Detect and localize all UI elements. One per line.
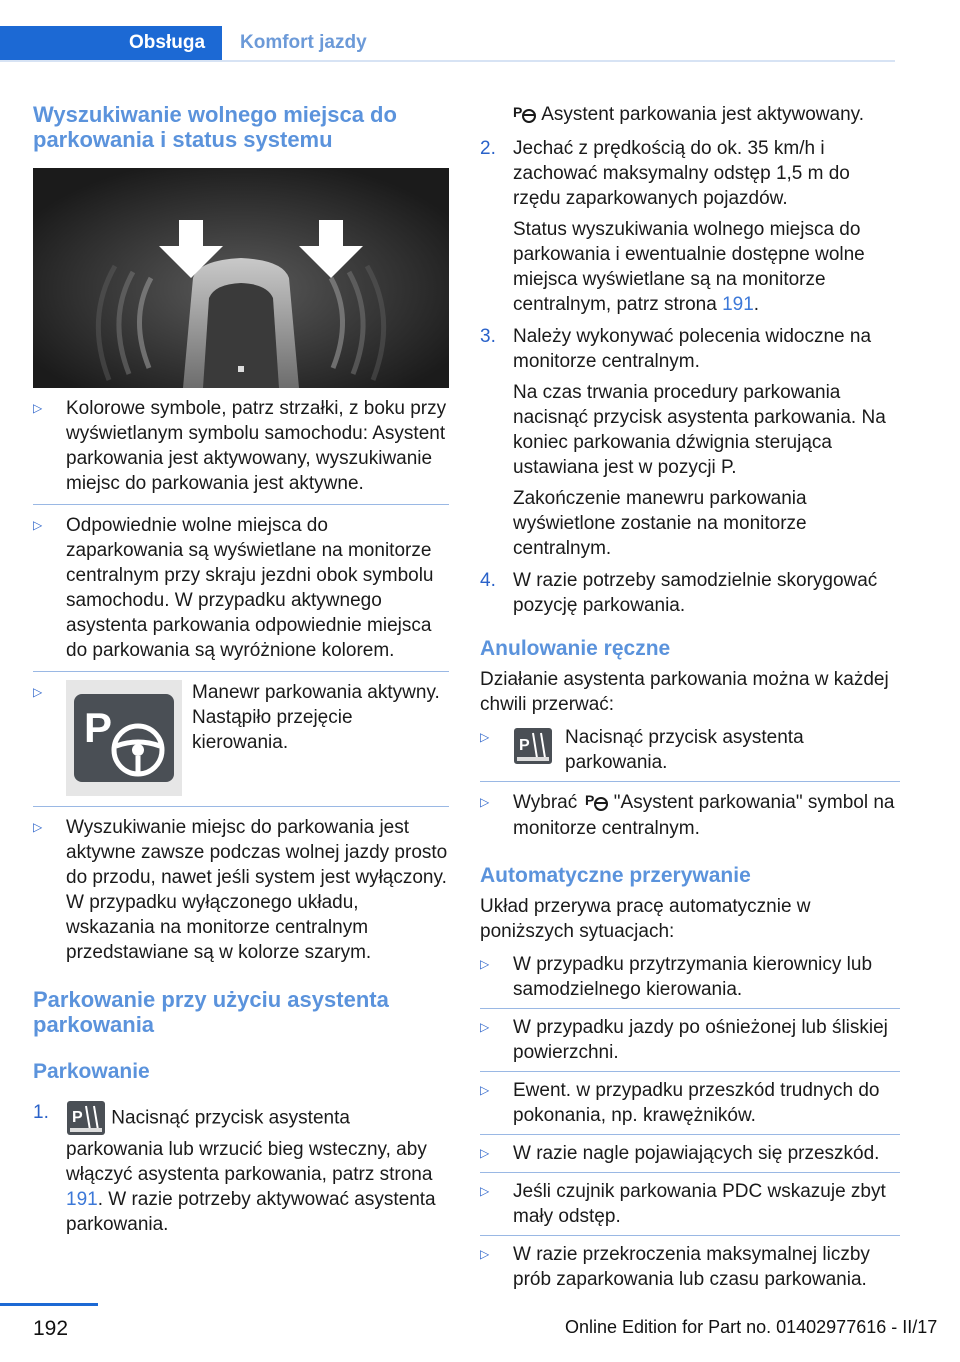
- right-column: [480, 102, 900, 1292]
- auto-intro: Układ przerywa pracę automatycznie w poniższych sytuacjach:: [480, 896, 811, 942]
- svg-text:P: P: [513, 104, 523, 120]
- list-item: ▷ Odpowiednie wolne miejsca do zaparkowania są wyświetlane na monitorze centralnym przy skraju jezdni obok symbolu samochodu. W przypadku aktywnego asystenta parkowania odpowiednie miejsca do parkowania są wyróżnione kolorem.: [33, 515, 434, 661]
- divider: [480, 1008, 900, 1009]
- list-item: ▷ P Manewr parkowania aktywny. Nastąpiło przejęcie kierowania.: [33, 680, 449, 798]
- cancel-bullet-list: [480, 725, 900, 841]
- list-item: ▷ P Nacisnąć przycisk asystenta parkowania.: [480, 727, 804, 773]
- section-title-parking: Parkowanie przy użyciu asystenta parkowania: [33, 987, 389, 1037]
- page-link-191[interactable]: 191: [722, 294, 754, 315]
- list-item: ▷ Wybrać P "Asystent parkowania" symbol na monitorze centralnym.: [480, 792, 895, 839]
- divider: [33, 671, 449, 672]
- tab-komfort-jazdy[interactable]: [222, 26, 895, 60]
- triangle-bullet-icon: ▷: [480, 1146, 490, 1160]
- list-item: ▷ W przypadku przytrzymania kierownicy lub samodzielnego kierowania.: [480, 954, 873, 1000]
- list-item: ▷ Wyszukiwanie miejsc do parkowania jest aktywne zawsze podczas wolnej jazdy prosto do przodu, nawet jeśli system jest wyłączony. W przypadku wyłączonego układu, wskazania na monitorze centralnym przedstawiane są w kolorze szarym.: [33, 817, 448, 963]
- divider: [33, 806, 449, 807]
- list-item: ▷ W przypadku jazdy po ośnieżonej lub śliskiej powierzchni.: [480, 1017, 888, 1063]
- subsection-title-parkowanie: Parkowanie: [33, 1060, 150, 1083]
- tab-obsluga-label: Obsługa: [129, 32, 206, 53]
- divider: [480, 1235, 900, 1236]
- status-line: P Asystent parkowania jest aktywowany.: [480, 102, 900, 128]
- status-bullet-list: [33, 396, 449, 965]
- header-rule: [0, 60, 895, 62]
- header-tabs: [0, 0, 895, 62]
- step-item-1: 1. P Nacisnąć przycisk asystenta parkowania lub wrzucić bieg wsteczny, aby włączyć asystenta parkowania, patrz strona 191. W razie potrzeby aktywować asystenta parkowania.: [33, 1102, 436, 1235]
- list-item: ▷ Ewent. w przypadku przeszkód trudnych do pokonania, np. krawężników.: [480, 1080, 880, 1126]
- list-item: ▷ Kolorowe symbole, patrz strzałki, z boku przy wyświetlanym symbolu samochodu: Asystent parkowania jest aktywowany, wyszukiwanie miejsc do parkowania jest aktywne.: [33, 398, 447, 494]
- triangle-bullet-icon: ▷: [480, 795, 490, 809]
- footer-accent-bar: [0, 1303, 98, 1306]
- page-number: 192: [33, 1317, 69, 1340]
- step-item-4: 4. W razie potrzeby samodzielnie skorygować pozycję parkowania.: [480, 570, 878, 616]
- car-with-arrows-illustration: [33, 168, 449, 388]
- list-item: ▷ W razie przekroczenia maksymalnej liczby prób zaparkowania lub czasu parkowania.: [480, 1244, 870, 1290]
- divider: [480, 781, 900, 782]
- svg-text:P: P: [519, 737, 530, 754]
- triangle-bullet-icon: ▷: [33, 820, 43, 834]
- park-assist-symbol-icon: [583, 790, 609, 816]
- step-note: Zakończenie manewru parkowania wyświetlone zostanie na monitorze centralnym.: [513, 488, 807, 559]
- steps-list-left: [33, 1100, 449, 1237]
- tab-obsluga[interactable]: [0, 26, 222, 60]
- triangle-bullet-icon: ▷: [480, 1083, 490, 1097]
- divider: [480, 1134, 900, 1135]
- triangle-bullet-icon: ▷: [480, 1184, 490, 1198]
- steering-assist-icon: [66, 680, 182, 796]
- section-title-search: Wyszukiwanie wolnego miejsca do parkowania i status systemu: [33, 102, 397, 152]
- section-title-cancel: Anulowanie ręczne: [480, 637, 671, 660]
- divider: [480, 1071, 900, 1072]
- parking-display-figure: [33, 168, 449, 388]
- triangle-bullet-icon: ▷: [33, 401, 43, 415]
- auto-bullet-list: [480, 952, 900, 1292]
- triangle-bullet-icon: ▷: [33, 518, 43, 532]
- triangle-bullet-icon: ▷: [33, 685, 43, 699]
- divider: [33, 504, 449, 505]
- step-item-2: 2. Jechać z prędkością do ok. 35 km/h i zachować maksymalny odstęp 1,5 m do rzędu zaparkowanych pojazdów. Status wyszukiwania wolnego miejsca do parkowania i ewentualnie dostępne wolne miejsca wyświetlane są na monitorze centralnym, patrz strona 191.: [480, 136, 900, 317]
- triangle-bullet-icon: ▷: [480, 957, 490, 971]
- step-note: Na czas trwania procedury parkowania nacisnąć przycisk asystenta parkowania. Na koniec parkowania dźwignia sterująca ustawiana jest w pozycji P.: [513, 382, 886, 478]
- edition-note: Online Edition for Part no. 01402977616 - II/17: [565, 1317, 938, 1337]
- triangle-bullet-icon: ▷: [480, 730, 490, 744]
- svg-text:P: P: [584, 792, 594, 808]
- step-note: Status wyszukiwania wolnego miejsca do parkowania i ewentualnie dostępne wolne miejsca wyświetlane są na monitorze centralnym, patrz strona 191.: [513, 219, 865, 315]
- tab-komfort-jazdy-label: Komfort jazdy: [240, 32, 367, 53]
- steps-list-right: [480, 136, 900, 618]
- list-item: ▷ Jeśli czujnik parkowania PDC wskazuje zbyt mały odstęp.: [480, 1181, 886, 1227]
- page-link-191[interactable]: 191: [66, 1189, 98, 1210]
- svg-text:P: P: [72, 1109, 83, 1126]
- list-item: ▷ W razie nagle pojawiających się przeszkód.: [480, 1143, 880, 1164]
- park-assist-button-icon: [66, 1100, 106, 1137]
- svg-text:P: P: [84, 704, 113, 751]
- triangle-bullet-icon: ▷: [480, 1020, 490, 1034]
- park-assist-symbol-icon: [513, 102, 537, 128]
- triangle-bullet-icon: ▷: [480, 1247, 490, 1261]
- cancel-intro: Działanie asystenta parkowania można w każdej chwili przerwać:: [480, 669, 889, 715]
- step-item-3: 3. Należy wykonywać polecenia widoczne na monitorze centralnym. Na czas trwania procedury parkowania nacisnąć przycisk asystenta parkowania. Na koniec parkowania dźwignia sterująca ustawiana jest w pozycji P. Zakończenie manewru parkowania wyświetlone zostanie na monitorze centralnym.: [480, 324, 900, 561]
- divider: [480, 1172, 900, 1173]
- left-column: [33, 102, 449, 1237]
- section-title-auto: Automatyczne przerywanie: [480, 864, 751, 887]
- park-assist-button-icon: [513, 727, 553, 772]
